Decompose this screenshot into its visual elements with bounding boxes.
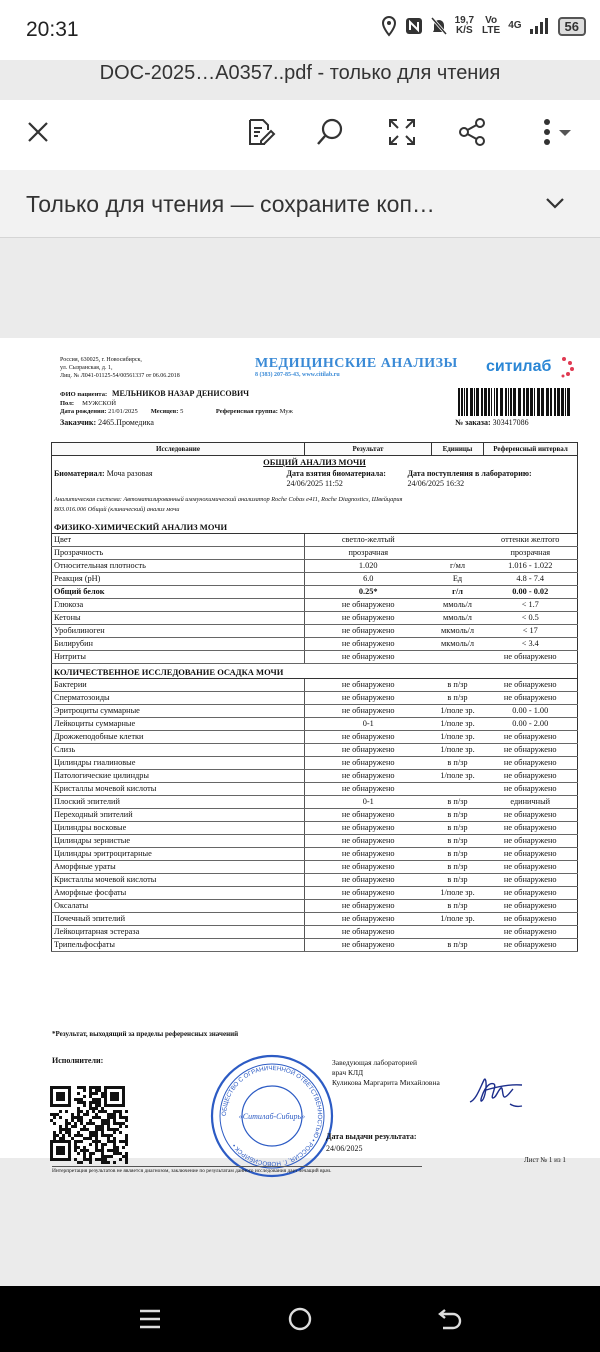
cell-study: Патологические цилиндры (52, 769, 305, 782)
cell-study: Кристаллы мочевой кислоты (52, 873, 305, 886)
cell-reference: прозрачная (484, 546, 578, 559)
cell-study: Относительная плотность (52, 559, 305, 572)
footnote: *Результат, выходящий за пределы референсных значений (52, 1030, 239, 1038)
chevron-down-icon[interactable] (544, 192, 566, 214)
cell-units: г/л (432, 585, 484, 598)
cell-result: 0-1 (305, 795, 432, 808)
cell-study: Слизь (52, 743, 305, 756)
cell-study: Нитриты (52, 650, 305, 663)
cell-units: мкмоль/л (432, 624, 484, 637)
cell-units (432, 546, 484, 559)
cell-reference: не обнаружено (484, 873, 578, 886)
cell-units: мкмоль/л (432, 637, 484, 650)
cell-reference: оттенки желтого (484, 533, 578, 546)
cell-units: в п/зр (432, 938, 484, 951)
cell-reference: не обнаружено (484, 691, 578, 704)
table-row (52, 912, 578, 925)
table-row (52, 585, 578, 598)
cell-reference: не обнаружено (484, 886, 578, 899)
cell-units (432, 782, 484, 795)
table-row (52, 611, 578, 624)
cell-result: 1.020 (305, 559, 432, 572)
cell-reference: не обнаружено (484, 730, 578, 743)
cell-result: не обнаружено (305, 678, 432, 691)
cell-reference: не обнаружено (484, 821, 578, 834)
cell-result: не обнаружено (305, 637, 432, 650)
cell-units: в п/зр (432, 691, 484, 704)
cell-units: в п/зр (432, 821, 484, 834)
cell-result: не обнаружено (305, 847, 432, 860)
lab-address: Россия, 630025, г. Новосибирск, ул. Сызранская, д. 1, Лиц. № Л041-01125-54/00561337 от 06.06.2018 (60, 357, 180, 379)
cell-result: не обнаружено (305, 808, 432, 821)
banner-text: Только для чтения — сохраните коп… (26, 191, 435, 217)
cell-reference: 0.00 - 2.00 (484, 717, 578, 730)
cell-study: Уробилиноген (52, 624, 305, 637)
status-icons (381, 16, 586, 36)
cell-reference: < 17 (484, 624, 578, 637)
back-icon[interactable] (435, 1304, 465, 1334)
table-row (52, 925, 578, 938)
cell-units: Ед (432, 572, 484, 585)
cell-result: не обнаружено (305, 860, 432, 873)
mute-icon (431, 17, 447, 35)
read-only-banner[interactable] (0, 170, 600, 238)
cell-reference: 1.016 - 1.022 (484, 559, 578, 572)
cell-reference: < 1.7 (484, 598, 578, 611)
cell-study: Общий белок (52, 585, 305, 598)
cell-study: Трипельфосфаты (52, 938, 305, 951)
cell-units: 1/поле зр. (432, 730, 484, 743)
menu-icon[interactable] (135, 1304, 165, 1334)
table-row (52, 756, 578, 769)
table-row (52, 572, 578, 585)
section-sediment: КОЛИЧЕСТВЕННОЕ ИССЛЕДОВАНИЕ ОСАДКА МОЧИ (52, 663, 578, 678)
table-row (52, 743, 578, 756)
cell-study: Цилиндры гиалиновые (52, 756, 305, 769)
cell-units: в п/зр (432, 834, 484, 847)
cell-units: в п/зр (432, 808, 484, 821)
cell-result: прозрачная (305, 546, 432, 559)
cell-result: 0.25* (305, 585, 432, 598)
cell-units: в п/зр (432, 756, 484, 769)
table-row (52, 821, 578, 834)
cell-reference: не обнаружено (484, 899, 578, 912)
cell-reference: не обнаружено (484, 650, 578, 663)
svg-text:«Ситилаб-Сибирь»: «Ситилаб-Сибирь» (238, 1112, 306, 1121)
cell-reference: 0.00 - 1.00 (484, 704, 578, 717)
cell-reference: не обнаружено (484, 782, 578, 795)
cell-study: Эритроциты суммарные (52, 704, 305, 717)
table-row (52, 860, 578, 873)
more-icon[interactable] (530, 114, 580, 150)
cell-units: 1/поле зр. (432, 743, 484, 756)
cell-reference: 4.8 - 7.4 (484, 572, 578, 585)
cell-study: Билирубин (52, 637, 305, 650)
cell-study: Глюкоза (52, 598, 305, 611)
cell-study: Кристаллы мочевой кислоты (52, 782, 305, 795)
cell-study: Переходный эпителий (52, 808, 305, 821)
cell-reference: < 0.5 (484, 611, 578, 624)
cell-study: Цилиндры эритроцитарные (52, 847, 305, 860)
table-row (52, 559, 578, 572)
cell-units (432, 925, 484, 938)
cell-units: 1/поле зр. (432, 704, 484, 717)
cell-units: г/мл (432, 559, 484, 572)
nfc-icon (405, 17, 423, 35)
lab-stamp (208, 1052, 336, 1180)
header-reference: Референсный интервал (484, 443, 578, 456)
patient-info: ФИО пациента: МЕЛЬНИКОВ НАЗАР ДЕНИСОВИЧ Пол: МУЖСКОЙ Дата рождения: 21/01/2025 Месяцев: 5 Референсная группа: Муж (60, 389, 293, 415)
cell-study: Дрожжеподобные клетки (52, 730, 305, 743)
signal-bars-icon (530, 18, 550, 34)
table-row (52, 546, 578, 559)
cell-reference: не обнаружено (484, 678, 578, 691)
table-row (52, 691, 578, 704)
cell-study: Цилиндры зернистые (52, 834, 305, 847)
home-icon[interactable] (285, 1304, 315, 1334)
cell-study: Почечный эпителий (52, 912, 305, 925)
nav-bar (0, 1286, 600, 1352)
results-table (51, 442, 578, 952)
cell-units: 1/поле зр. (432, 886, 484, 899)
cell-study: Цвет (52, 533, 305, 546)
table-row (52, 717, 578, 730)
close-icon[interactable] (20, 114, 56, 150)
cell-result: не обнаружено (305, 743, 432, 756)
table-row (52, 730, 578, 743)
volte: Vo LTE (482, 15, 501, 36)
cell-reference: единичный (484, 795, 578, 808)
brand-logo: ситилаб (486, 358, 552, 375)
table-row (52, 808, 578, 821)
cell-reference: не обнаружено (484, 925, 578, 938)
cell-result: не обнаружено (305, 730, 432, 743)
order-number: № заказа: 303417086 (455, 418, 529, 427)
cell-study: Аморфные ураты (52, 860, 305, 873)
cell-result: не обнаружено (305, 938, 432, 951)
svg-text:ОБЩЕСТВО С ОГРАНИЧЕННОЙ ОТВЕТС: ОБЩЕСТВО С ОГРАНИЧЕННОЙ ОТВЕТСТВЕННОСТЬЮ • РОССИЯ, Г. НОВОСИБИРСК • (220, 1064, 324, 1168)
cell-study: Оксалаты (52, 899, 305, 912)
cell-units: 1/поле зр. (432, 769, 484, 782)
share-icon[interactable] (454, 114, 490, 150)
cell-result: не обнаружено (305, 598, 432, 611)
cell-study: Плоский эпителий (52, 795, 305, 808)
table-row (52, 938, 578, 951)
cell-study: Прозрачность (52, 546, 305, 559)
cell-result: не обнаружено (305, 886, 432, 899)
table-row (52, 624, 578, 637)
cell-reference: не обнаружено (484, 756, 578, 769)
executors-label: Исполнители: (52, 1056, 104, 1065)
signal: 4G (508, 20, 522, 31)
cell-reference: не обнаружено (484, 938, 578, 951)
lab-head: Заведующая лабораторией врач КЛД Куликова Маргарита Михайловна (332, 1058, 440, 1087)
location-icon (381, 16, 397, 36)
sheet-number: Лист № 1 из 1 (524, 1156, 566, 1164)
cell-reference: не обнаружено (484, 860, 578, 873)
table-row (52, 782, 578, 795)
cell-units: в п/зр (432, 678, 484, 691)
cell-result: не обнаружено (305, 912, 432, 925)
table-row (52, 899, 578, 912)
cell-units: 1/поле зр. (432, 912, 484, 925)
header-study: Исследование (52, 443, 305, 456)
cell-result: не обнаружено (305, 782, 432, 795)
cell-result: не обнаружено (305, 691, 432, 704)
table-row (52, 650, 578, 663)
cell-result: не обнаружено (305, 611, 432, 624)
cell-units: ммоль/л (432, 598, 484, 611)
cell-reference: не обнаружено (484, 769, 578, 782)
signature (466, 1072, 528, 1114)
cell-units: 1/поле зр. (432, 717, 484, 730)
biomaterial-row: Биоматериал: Моча разовая Дата взятия биоматериала: 24/06/2025 11:52 Дата поступления в лабораторию: 24/06/2025 16:32 (54, 468, 532, 488)
cell-study: Аморфные фосфаты (52, 886, 305, 899)
barcode (458, 388, 570, 416)
cell-reference: < 3.4 (484, 637, 578, 650)
cell-result: не обнаружено (305, 704, 432, 717)
table-row (52, 795, 578, 808)
block-title: ОБЩИЙ АНАЛИЗ МОЧИ (263, 457, 366, 468)
net-speed: 19,7 K/S (454, 15, 475, 36)
cell-study: Лейкоцитарная эстераза (52, 925, 305, 938)
table-row (52, 847, 578, 860)
cell-result: не обнаружено (305, 756, 432, 769)
table-row (52, 769, 578, 782)
cell-units (432, 650, 484, 663)
table-row (52, 598, 578, 611)
cell-result: 6.0 (305, 572, 432, 585)
cell-reference: не обнаружено (484, 743, 578, 756)
cell-result: не обнаружено (305, 821, 432, 834)
table-row (52, 637, 578, 650)
issue-date: 24/06/2025 (326, 1144, 363, 1153)
cell-study: Реакция (pH) (52, 572, 305, 585)
toolbar (0, 100, 600, 170)
cell-units: в п/зр (432, 847, 484, 860)
cell-reference: не обнаружено (484, 808, 578, 821)
cell-units: в п/зр (432, 860, 484, 873)
cell-study: Лейкоциты суммарные (52, 717, 305, 730)
table-row (52, 533, 578, 546)
lab-title: МЕДИЦИНСКИЕ АНАЛИЗЫ (255, 356, 458, 371)
cell-result: не обнаружено (305, 925, 432, 938)
document-title: DOC-2025…A0357..pdf - только для чтения (99, 62, 501, 84)
edit-icon[interactable] (242, 114, 278, 150)
cell-units: ммоль/л (432, 611, 484, 624)
battery: 56 (558, 17, 586, 36)
table-header (52, 443, 578, 456)
brand-dots-icon (560, 356, 574, 378)
cell-reference: не обнаружено (484, 912, 578, 925)
section-physchem: ФИЗИКО-ХИМИЧЕСКИЙ АНАЛИЗ МОЧИ (52, 519, 578, 534)
header-result: Результат (305, 443, 432, 456)
lab-phone: 8 (383) 207-85-43, www.citilab.ru (255, 372, 340, 378)
cell-units (432, 533, 484, 546)
status-bar (0, 0, 600, 60)
cell-result: не обнаружено (305, 650, 432, 663)
cell-result: не обнаружено (305, 873, 432, 886)
cell-units: в п/зр (432, 795, 484, 808)
cell-reference: 0.00 - 0.02 (484, 585, 578, 598)
cell-reference: не обнаружено (484, 847, 578, 860)
cell-result: 0-1 (305, 717, 432, 730)
pdf-page (0, 338, 600, 1174)
status-time: 20:31 (26, 18, 79, 41)
cell-units: в п/зр (432, 899, 484, 912)
table-row (52, 834, 578, 847)
cell-result: светло-желтый (305, 533, 432, 546)
cell-result: не обнаружено (305, 834, 432, 847)
cell-units: в п/зр (432, 873, 484, 886)
cell-reference: не обнаружено (484, 834, 578, 847)
search-icon[interactable] (312, 114, 348, 150)
table-row (52, 704, 578, 717)
issue-label: Дата выдачи результата: (326, 1132, 417, 1141)
cell-result: не обнаружено (305, 899, 432, 912)
cell-study: Сперматозоиды (52, 691, 305, 704)
table-row (52, 873, 578, 886)
header-units: Единицы (432, 443, 484, 456)
cell-study: Бактерии (52, 678, 305, 691)
analytic-system: Аналитическая система: Автоматизированный иммунохимический анализатор Roche Cobas e411, Roche Diagnostics, Швейцария В03.016.006 Общий (клинический) анализ мочи (54, 495, 403, 513)
fullscreen-icon[interactable] (384, 114, 420, 150)
table-row (52, 678, 578, 691)
interpretation-note: Интерпретация результатов не является диагнозом, заключение по результатам данного исследования дает лечащий врач. (52, 1166, 422, 1174)
table-row (52, 886, 578, 899)
customer-info: Заказчик: 2465.Промедика (60, 418, 154, 427)
cell-result: не обнаружено (305, 769, 432, 782)
cell-result: не обнаружено (305, 624, 432, 637)
cell-study: Кетоны (52, 611, 305, 624)
cell-study: Цилиндры восковые (52, 821, 305, 834)
qr-code[interactable] (50, 1086, 128, 1164)
